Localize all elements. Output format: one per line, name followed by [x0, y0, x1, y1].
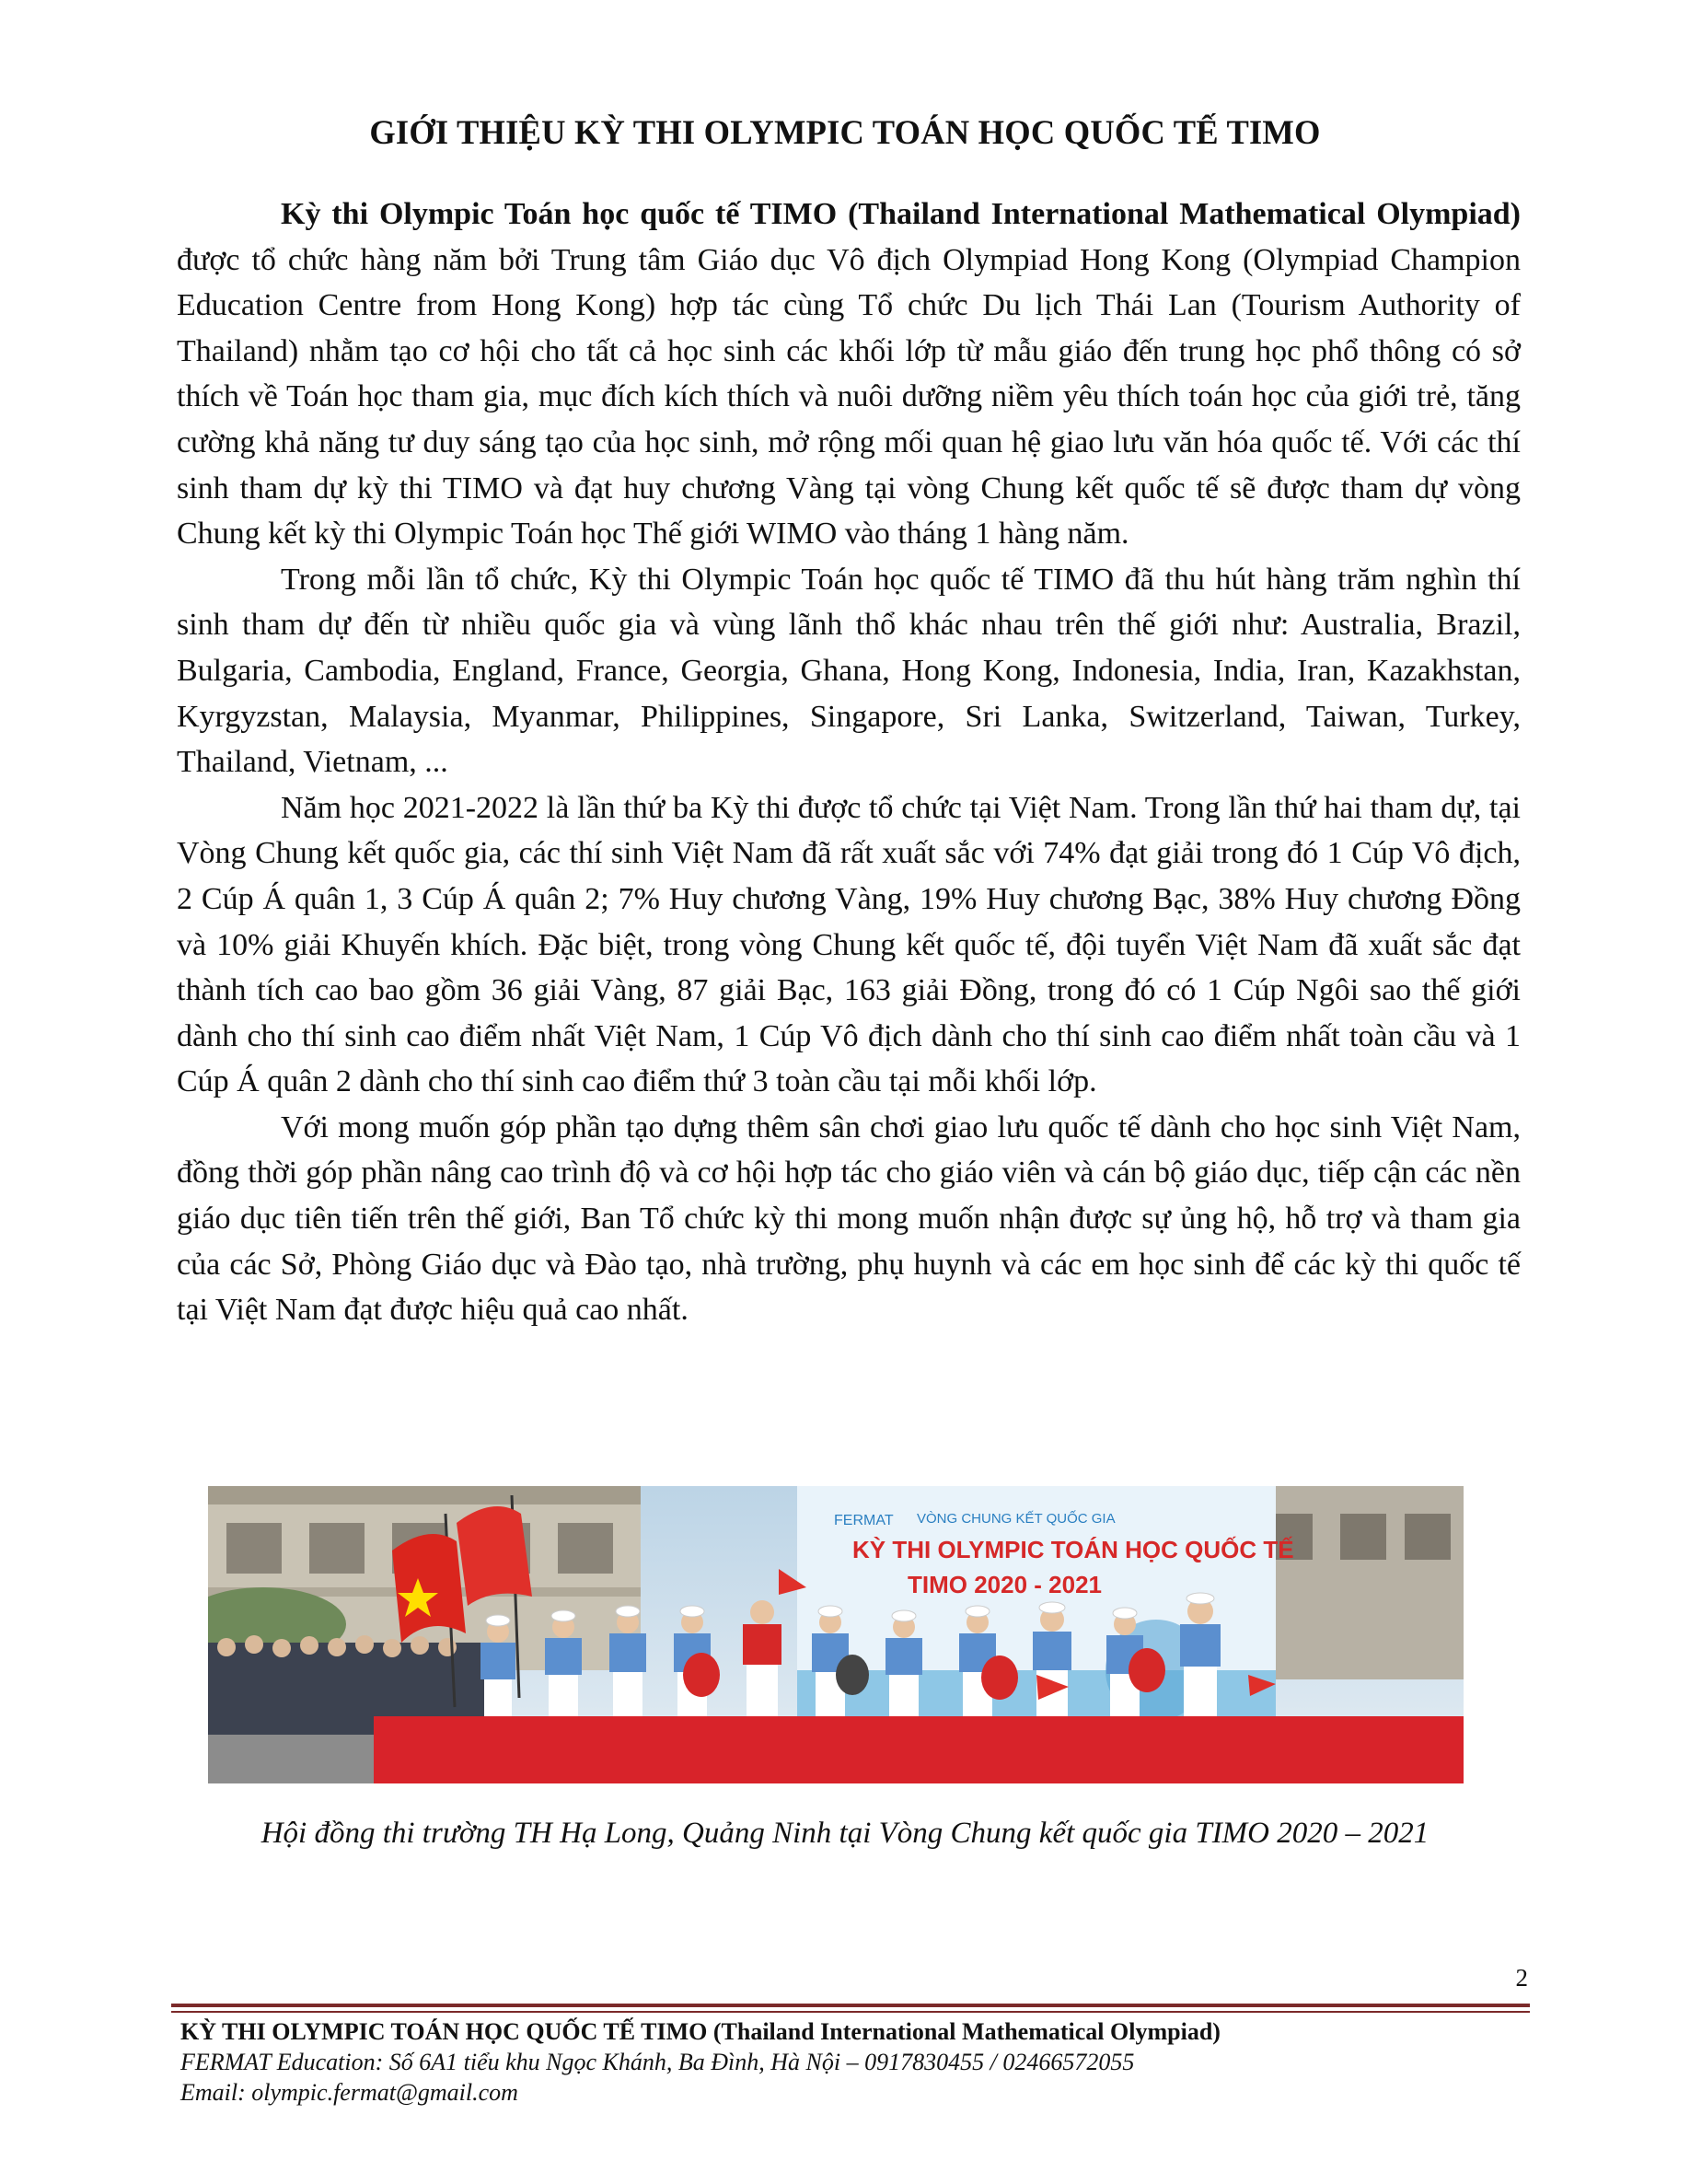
paragraph-closing: Với mong muốn góp phần tạo dựng thêm sân chơi giao lưu quốc tế dành cho học sinh Việt Nam, đồng thời góp phần nâng cao trình độ và cơ hội hợp tác cho giáo viên và cán bộ giáo dục, tiếp cận các nền giáo dục tiên tiến trên thế giới, Ban Tổ chức kỳ thi mong muốn nhận được sự ủng hộ, hỗ trợ và tham gia của các Sở, Phòng Giáo dục và Đào tạo, nhà trường, phụ huynh và các em học sinh để các kỳ thi quốc tế tại Việt Nam đạt được hiệu quả cao nhất.	[177, 1109, 1521, 1328]
event-photo-illustration	[208, 1486, 1464, 1783]
footer-address: FERMAT Education: Số 6A1 tiểu khu Ngọc Khánh, Ba Đình, Hà Nội – 0917830455 / 02466572055	[180, 2049, 1135, 2075]
banner-line3: TIMO 2020 - 2021	[908, 1571, 1102, 1598]
intro-bold: Kỳ thi Olympic Toán học quốc tế TIMO (Thailand International Mathematical Olympiad)	[281, 197, 1521, 231]
banner-line2: KỲ THI OLYMPIC TOÁN HỌC QUỐC TẾ	[852, 1536, 1294, 1563]
footer-title: KỲ THI OLYMPIC TOÁN HỌC QUỐC TẾ TIMO (Thailand International Mathematical Olympiad)	[180, 2018, 1221, 2045]
page-title: GIỚI THIỆU KỲ THI OLYMPIC TOÁN HỌC QUỐC TẾ TIMO	[369, 113, 1321, 151]
footer-rule-thick	[171, 2004, 1530, 2007]
paragraph-countries: Trong mỗi lần tổ chức, Kỳ thi Olympic Toán học quốc tế TIMO đã thu hút hàng trăm nghìn thí sinh tham dự đến từ nhiều quốc gia và vùng lãnh thổ khác nhau trên thế giới như: Australia, Brazil, Bulgaria, Cambodia, England, France, Georgia, Ghana, Hong Kong, Indonesia, India, Iran, Kazakhstan, Kyrgyzstan, Malaysia, Myanmar, Philippines, Singapore, Sri Lanka, Switzerland, Taiwan, Turkey, Thailand, Vietnam, ...	[177, 562, 1521, 780]
footer-rule-thin	[171, 2011, 1530, 2013]
event-photo	[208, 1486, 1464, 1783]
photo-caption: Hội đồng thi trường TH Hạ Long, Quảng Ninh tại Vòng Chung kết quốc gia TIMO 2020 – 2021	[260, 1817, 1430, 1850]
footer	[180, 2016, 1524, 2108]
paragraph-results: Năm học 2021-2022 là lần thứ ba Kỳ thi được tổ chức tại Việt Nam. Trong lần thứ hai tham dự, tại Vòng Chung kết quốc gia, các thí sinh Việt Nam đã rất xuất sắc với 74% đạt giải trong đó 1 Cúp Vô địch, 2 Cúp Á quân 1, 3 Cúp Á quân 2; 7% Huy chương Vàng, 19% Huy chương Bạc, 38% Huy chương Đồng và 10% giải Khuyến khích. Đặc biệt, trong vòng Chung kết quốc tế, đội tuyển Việt Nam đã xuất sắc đạt thành tích cao bao gồm 36 giải Vàng, 87 giải Bạc, 163 giải Đồng, trong đó có 1 Cúp Ngôi sao thế giới dành cho thí sinh cao điểm nhất Việt Nam, 1 Cúp Vô địch dành cho thí sinh cao điểm nhất toàn cầu và 1 Cúp Á quân 2 dành cho thí sinh cao điểm thứ 3 toàn cầu tại mỗi khối lớp.	[177, 790, 1521, 1099]
body-text	[177, 192, 1521, 1333]
intro-rest: được tổ chức hàng năm bởi Trung tâm Giáo dục Vô địch Olympiad Hong Kong (Olympiad Champion Education Centre from Hong Kong) hợp tác cùng Tổ chức Du lịch Thái Lan (Tourism Authority of Thailand) nhằm tạo cơ hội cho tất cả học sinh các khối lớp từ mẫu giáo đến trung học phổ thông có sở thích về Toán học tham gia, mục đích kích thích và nuôi dưỡng niềm yêu thích toán học của giới trẻ, tăng cường khả năng tư duy sáng tạo của học sinh, mở rộng mối quan hệ giao lưu văn hóa quốc tế. Với các thí sinh tham dự kỳ thi TIMO và đạt huy chương Vàng tại vòng Chung kết quốc tế sẽ được tham dự vòng Chung kết kỳ thi Olympic Toán học Thế giới WIMO vào tháng 1 hàng năm.	[177, 242, 1521, 552]
banner-logo: FERMAT	[834, 1513, 894, 1528]
page-number: 2	[1515, 1964, 1528, 1992]
paragraph-intro	[177, 192, 1521, 557]
footer-email: Email: olympic.fermat@gmail.com	[180, 2079, 518, 2106]
banner-line1: VÒNG CHUNG KẾT QUỐC GIA	[917, 1511, 1116, 1527]
